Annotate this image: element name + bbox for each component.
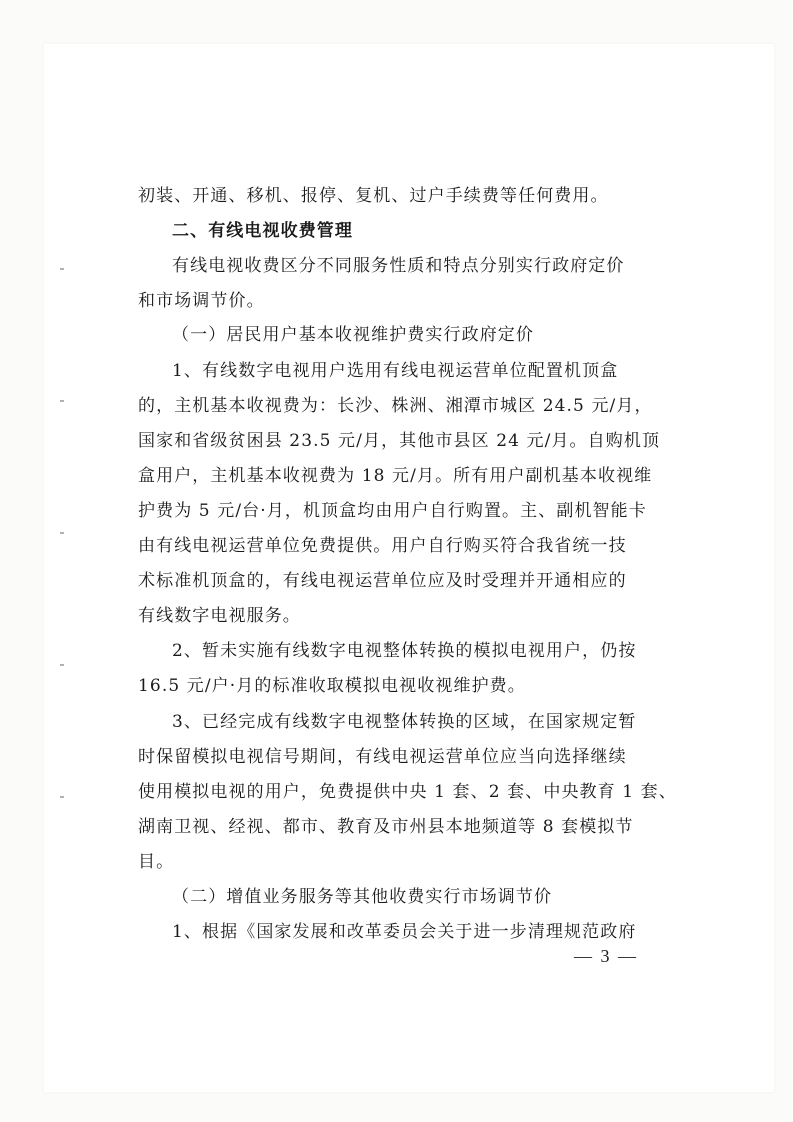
body-line: 术标准机顶盒的，有线电视运营单位应及时受理并开通相应的 — [138, 571, 627, 591]
body-line: 目。 — [138, 852, 175, 872]
scan-mark — [60, 664, 64, 666]
body-line: 和市场调节价。 — [138, 291, 265, 311]
body-line: 盒用户，主机基本收视费为 18 元/月。所有用户副机基本收视维 — [138, 466, 653, 486]
body-line: 2、暂未实施有线数字电视整体转换的模拟电视用户，仍按 — [172, 641, 637, 661]
body-line: 的，主机基本收视费为：长沙、株洲、湘潭市城区 24.5 元/月， — [138, 396, 653, 416]
body-line: 湖南卫视、经视、都市、教育及市州县本地频道等 8 套模拟节 — [138, 817, 634, 837]
scan-mark — [60, 268, 64, 270]
subsection-heading: （二）增值业务服务等其他收费实行市场调节价 — [172, 887, 553, 907]
body-line: 国家和省级贫困县 23.5 元/月，其他市县区 24 元/月。自购机顶 — [138, 431, 661, 451]
body-line: 由有线电视运营单位免费提供。用户自行购买符合我省统一技 — [138, 536, 627, 556]
body-line: 1、有线数字电视用户选用有线电视运营单位配置机顶盒 — [172, 361, 619, 381]
body-line: 16.5 元/户·月的标准收取模拟电视收视维护费。 — [138, 676, 526, 696]
body-line: 有线电视收费区分不同服务性质和特点分别实行政府定价 — [172, 256, 625, 276]
body-line: 3、已经完成有线数字电视整体转换的区域，在国家规定暂 — [172, 712, 637, 732]
scan-mark — [60, 796, 64, 798]
body-line: 时保留模拟电视信号期间，有线电视运营单位应当向选择继续 — [138, 747, 627, 767]
body-line: 使用模拟电视的用户，免费提供中央 1 套、2 套、中央教育 1 套、 — [138, 782, 677, 802]
body-line: 初装、开通、移机、报停、复机、过户手续费等任何费用。 — [138, 186, 609, 206]
scan-mark — [60, 400, 64, 402]
subsection-heading: （一）居民用户基本收视维护费实行政府定价 — [172, 325, 534, 345]
body-line: 有线数字电视服务。 — [138, 606, 301, 626]
body-line: 1、根据《国家发展和改革委员会关于进一步清理规范政府 — [172, 922, 637, 942]
scan-mark — [60, 532, 64, 534]
body-line: 护费为 5 元/台·月，机顶盒均由用户自行购置。主、副机智能卡 — [138, 501, 647, 521]
section-heading: 二、有线电视收费管理 — [172, 221, 353, 241]
page-number: — 3 — — [574, 946, 638, 966]
